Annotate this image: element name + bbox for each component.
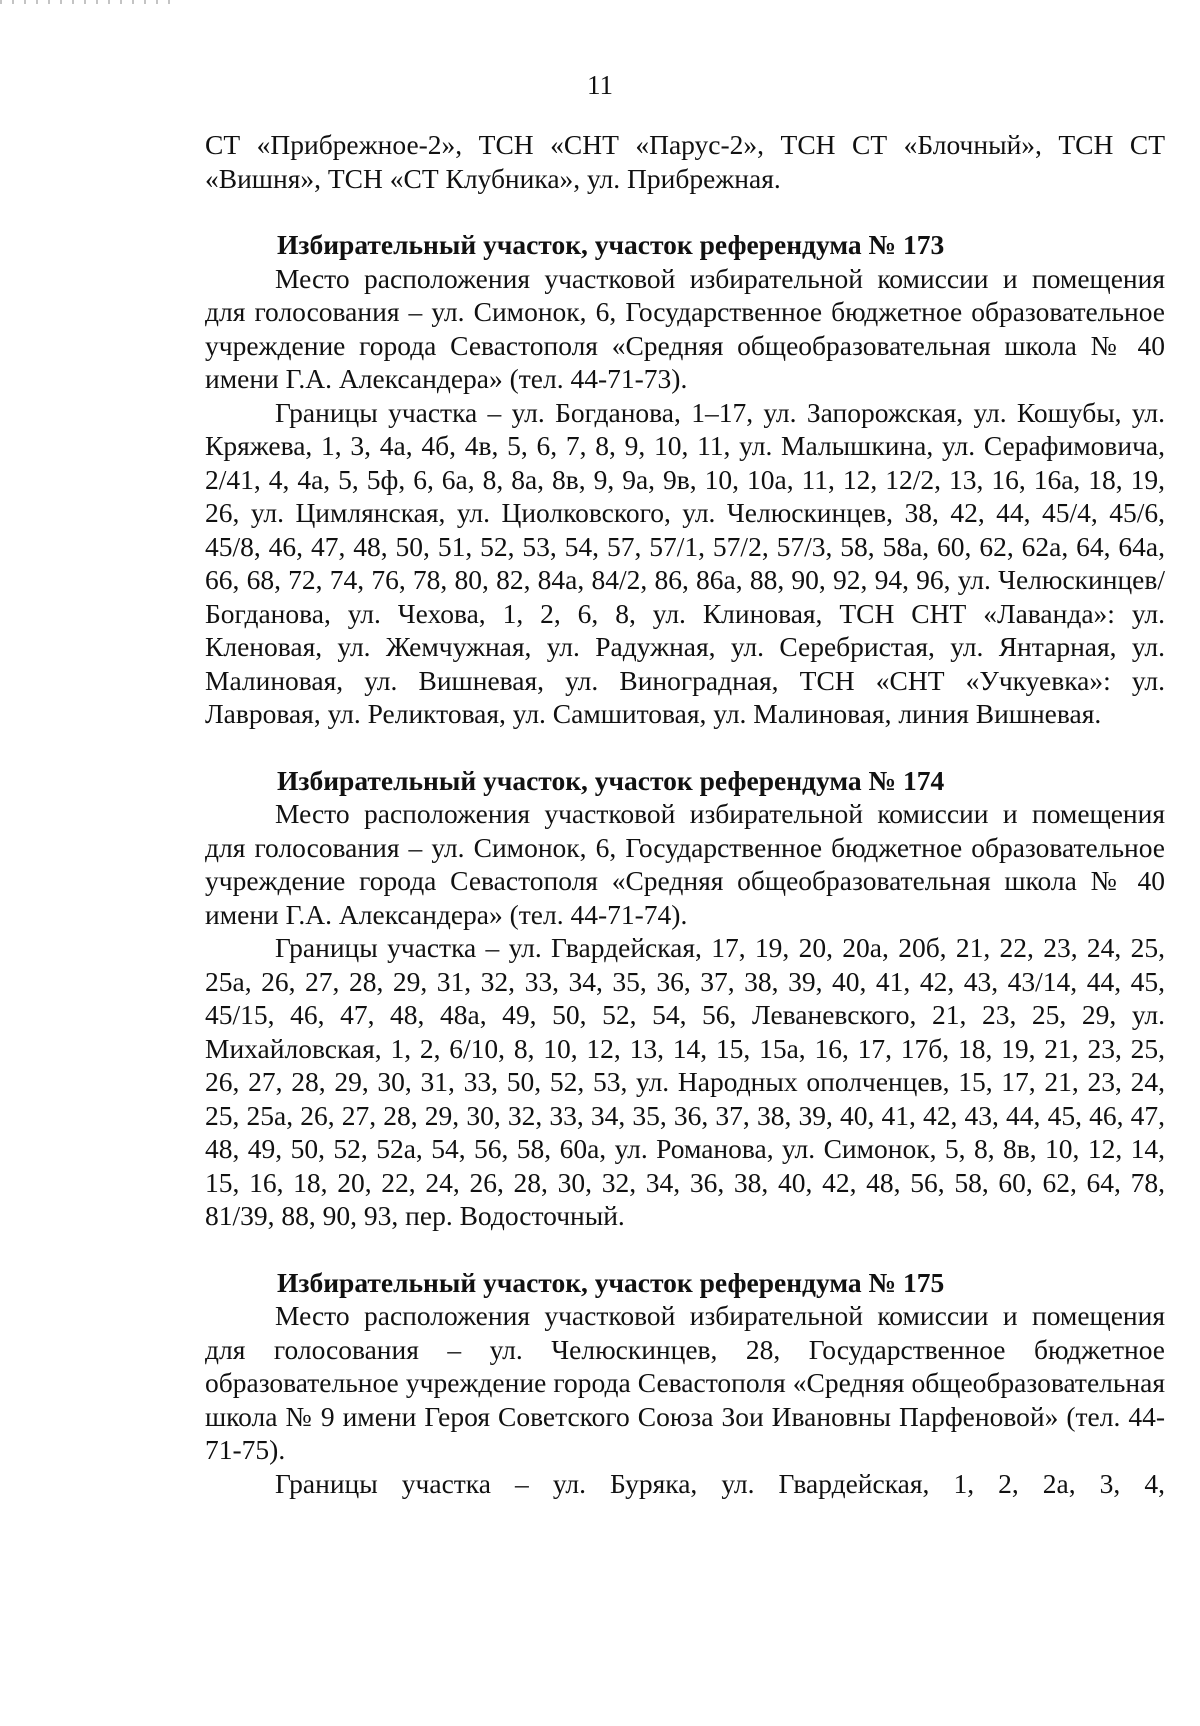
section-spacer	[205, 731, 1165, 764]
boundaries-paragraph: Границы участка – ул. Буряка, ул. Гвардейская, 1, 2, 2а, 3, 4,	[275, 1467, 1165, 1499]
document-body	[205, 128, 1165, 1500]
precinct-173	[205, 228, 1165, 731]
section-heading: Избирательный участок, участок референдума № 174	[277, 764, 945, 796]
section-heading: Избирательный участок, участок референдума № 175	[277, 1266, 945, 1298]
section-spacer	[205, 195, 1165, 228]
boundaries-paragraph: Границы участка – ул. Гвардейская, 17, 19, 20, 20а, 20б, 21, 22, 23, 24, 25, 25а, 26, 27, 28, 29, 31, 32, 33, 34, 35, 36, 37, 38, 39, 40, 41, 42, 43, 43/14, 44, 45, 45/15, 46, 47, 48, 48а, 49, 50, 52, 54, 56, Леваневского, 21, 23, 25, 29, ул. Михайловская, 1, 2, 6/10, 8, 10, 12, 13, 14, 15, 15а, 16, 17, 17б, 18, 19, 21, 23, 25, 26, 27, 28, 29, 30, 31, 33, 50, 52, 53, ул. Народных ополченцев, 15, 17, 21, 23, 24, 25, 25а, 26, 27, 28, 29, 30, 32, 33, 34, 35, 36, 37, 38, 39, 40, 41, 42, 43, 44, 45, 46, 47, 48, 49, 50, 52, 52а, 54, 56, 58, 60а, ул. Романова, ул. Симонок, 5, 8, 8в, 10, 12, 14, 15, 16, 18, 20, 22, 24, 26, 28, 30, 32, 34, 36, 38, 40, 42, 48, 56, 58, 60, 62, 64, 78, 81/39, 88, 90, 93, пер. Водосточный.	[205, 932, 1165, 1231]
precinct-175	[205, 1266, 1165, 1501]
section-spacer	[205, 1233, 1165, 1266]
location-paragraph: Место расположения участковой избирательной комиссии и помещения для голосования – ул. Симонок, 6, Государственное бюджетное образовательное учреждение города Севастополя «Средняя общеобразовательная школа № 40 имени Г.А. Александера» (тел. 44-71-74).	[205, 798, 1165, 930]
section-heading: Избирательный участок, участок референдума № 173	[277, 229, 945, 260]
page-number: 11	[587, 70, 613, 100]
location-paragraph: Место расположения участковой избирательной комиссии и помещения для голосования – ул. Челюскинцев, 28, Государственное бюджетное образовательное учреждение города Севастополя «Средняя общеобразовательная школа № 9 имени Героя Советского Союза Зои Ивановны Парфеновой» (тел. 44-71-75).	[205, 1300, 1165, 1465]
scan-artifact	[0, 0, 180, 4]
precinct-174	[205, 764, 1165, 1233]
intro-paragraph: СТ «Прибрежное-2», ТСН «СНТ «Парус-2», ТСН СТ «Блочный», ТСН СТ «Вишня», ТСН «СТ Клубника», ул. Прибрежная.	[205, 129, 1165, 194]
boundaries-paragraph: Границы участка – ул. Богданова, 1–17, ул. Запорожская, ул. Кошубы, ул. Кряжева, 1, 3, 4а, 4б, 4в, 5, 6, 7, 8, 9, 10, 11, ул. Малышкина, ул. Серафимовича, 2/41, 4, 4а, 5, 5ф, 6, 6а, 8, 8а, 8в, 9, 9а, 9в, 10, 10а, 11, 12, 12/2, 13, 16, 16а, 18, 19, 26, ул. Цимлянская, ул. Циолковского, ул. Челюскинцев, 38, 42, 44, 45/4, 45/6, 45/8, 46, 47, 48, 50, 51, 52, 53, 54, 57, 57/1, 57/2, 57/3, 58, 58а, 60, 62, 62а, 64, 64а, 66, 68, 72, 74, 76, 78, 80, 82, 84а, 84/2, 86, 86а, 88, 90, 92, 94, 96, ул. Челюскинцев/Богданова, ул. Чехова, 1, 2, 6, 8, ул. Клиновая, ТСН СНТ «Лаванда»: ул. Кленовая, ул. Жемчужная, ул. Радужная, ул. Серебристая, ул. Янтарная, ул. Малиновая, ул. Вишневая, ул. Виноградная, ТСН «СНТ «Учкуевка»: ул. Лавровая, ул. Реликтовая, ул. Самшитовая, ул. Малиновая, линия Вишневая.	[205, 396, 1165, 729]
location-paragraph: Место расположения участковой избирательной комиссии и помещения для голосования – ул. Симонок, 6, Государственное бюджетное образовательное учреждение города Севастополя «Средняя общеобразовательная школа № 40 имени Г.А. Александера» (тел. 44-71-73).	[205, 262, 1165, 394]
